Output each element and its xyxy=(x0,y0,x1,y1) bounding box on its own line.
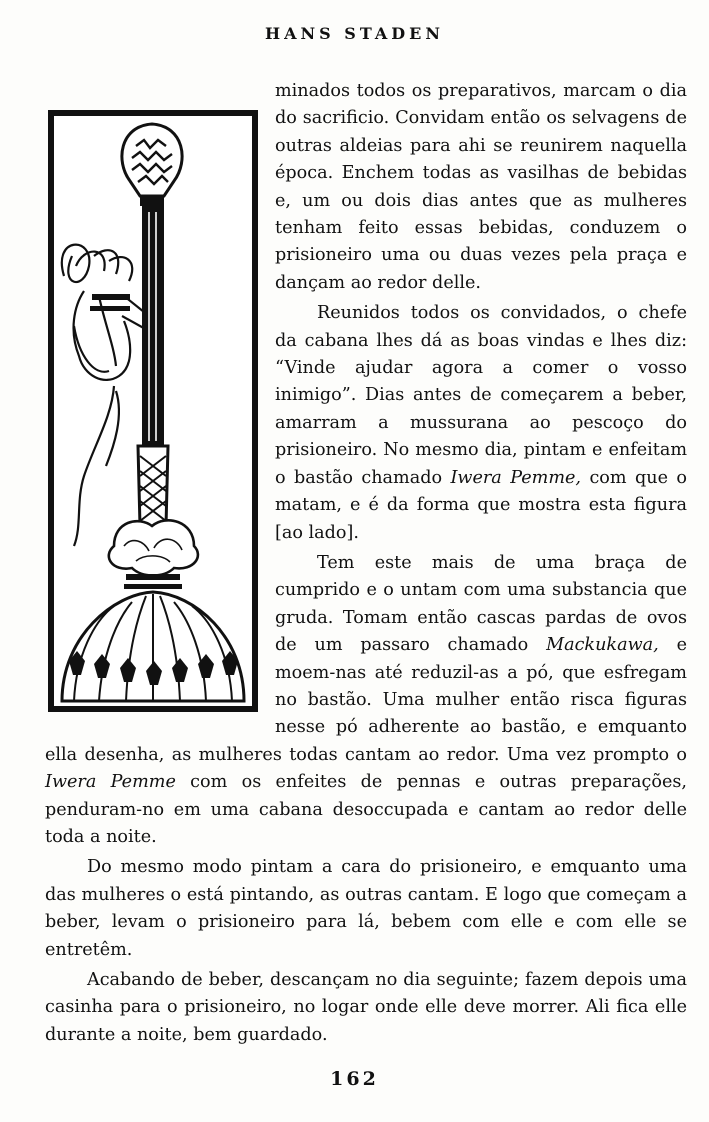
figure-spacer xyxy=(45,78,275,740)
paragraph-3-text-b: e moem-nas até reduzil-as a pó, que esfregam no bastão. Uma mulher então risca figuras nesse pó adherente ao bastão, e emquanto ella desenha, as mulheres todas cantam ao redor. Uma vez prompto o xyxy=(45,635,687,765)
paragraph-4: Do mesmo modo pintam a cara do prisioneiro, e emquanto uma das mulheres o está pintando, as outras cantam. E logo que começam a beber, levam o prisioneiro para lá, bebem com elle e com elle se entretêm. xyxy=(45,857,687,960)
paragraph-1: minados todos os preparativos, marcam o dia do sacrificio. Convidam então os selvagens de outras aldeias para ahi se reunirem naquella época. Enchem todas as vasilhas de bebidas e, um ou dois dias antes que as mulheres tenham feito essas bebidas, conduzem o prisioneiro uma ou duas vezes pela praça e dançam ao redor delle. xyxy=(275,81,687,293)
club-name-italic-2: Iwera Pemme xyxy=(45,772,176,793)
page-number: 162 xyxy=(330,1068,379,1090)
bird-name-italic: Mackukawa, xyxy=(546,635,659,656)
paragraph-2-text-b: com que o matam, e é da forma que mostra esta figura [ao lado]. xyxy=(275,467,687,543)
paragraph-3-text-a: Tem este mais de uma braça de cumprido e o untam com uma substancia que gruda. Tomam então cascas pardas de ovos de um passaro chamado xyxy=(275,552,687,656)
paragraph-5: Acabando de beber, descançam no dia seguinte; fazem depois uma casinha para o prisioneiro, no logar onde elle deve morrer. Ali fica elle durante a noite, bem guardado. xyxy=(45,970,687,1045)
body-text xyxy=(45,78,687,1049)
paragraph-2-text-a: Reunidos todos os convidados, o chefe da cabana lhes dá as boas vindas e lhes diz: “Vinde ajudar agora a comer o vosso inimigo”. Dias antes de começarem a beber, amarram a mussurana ao pescoço do prisioneiro. No mesmo dia, pintam e enfeitam o bastão chamado xyxy=(275,303,687,488)
running-header: HANS STADEN xyxy=(265,24,444,43)
paragraph-3-text-c: com os enfeites de pennas e outras preparações, penduram-no em uma cabana desoccupada e cantam ao redor delle toda a noite. xyxy=(45,772,687,847)
club-name-italic: Iwera Pemme, xyxy=(450,467,582,488)
